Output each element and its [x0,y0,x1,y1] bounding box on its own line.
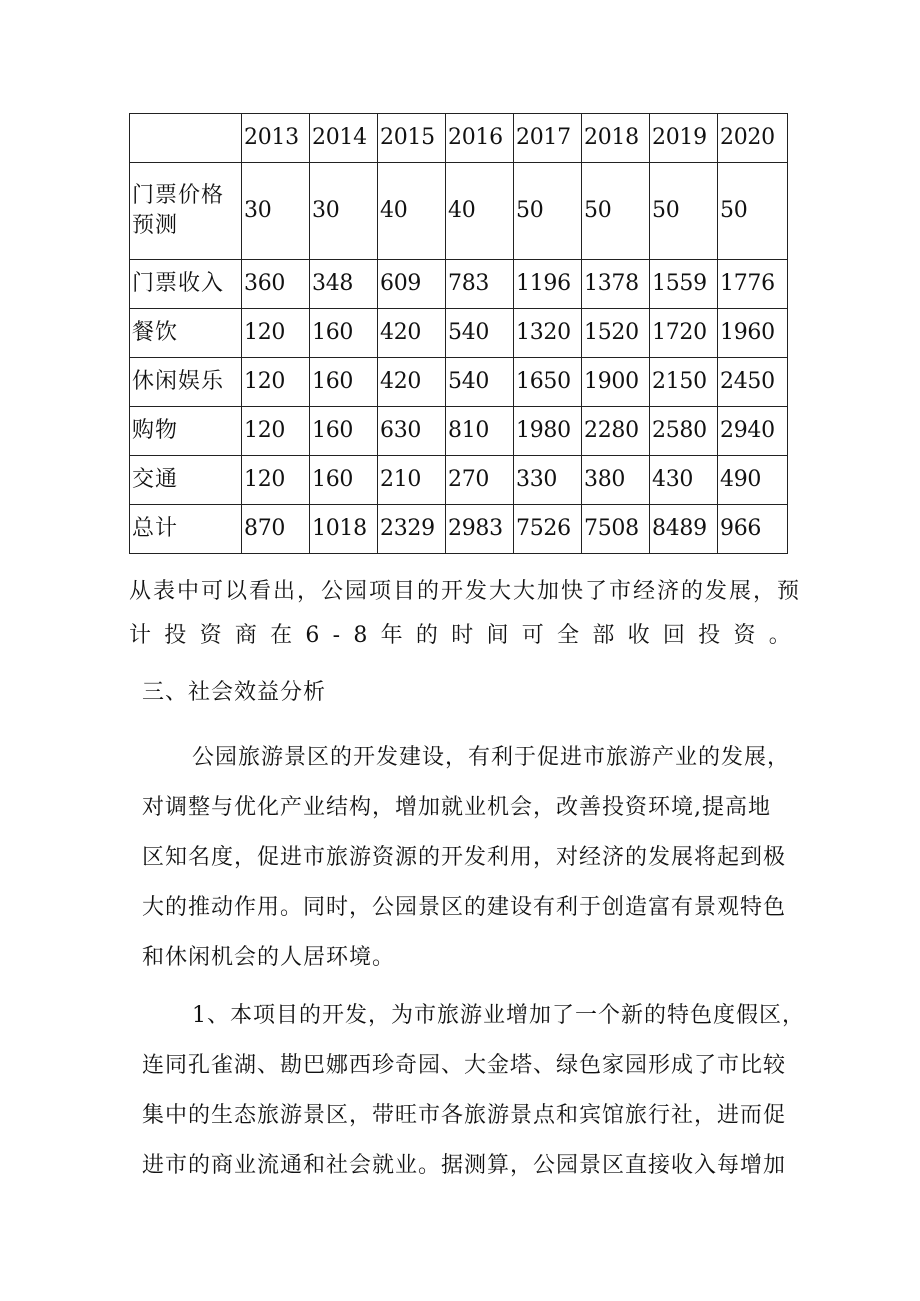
table-cell: 120 [242,456,310,505]
table-header-year: 2017 [514,114,582,163]
table-cell: 7526 [514,505,582,554]
table-cell: 160 [310,309,378,358]
row-label: 交通 [130,456,242,505]
table-header-year: 2015 [378,114,446,163]
paragraph-line: 和休闲机会的人居环境。 [142,945,396,970]
table-cell: 1900 [582,358,650,407]
justified-char: 投 [698,623,723,648]
table-cell: 420 [378,309,446,358]
table-cell: 1196 [514,260,582,309]
row-label: 总计 [130,505,242,554]
table-cell: 270 [446,456,514,505]
justified-char: 年 [380,623,405,648]
conclusion-line-justified [129,614,793,658]
table-cell: 2329 [378,505,446,554]
paragraph-line: 公园旅游景区的开发建设，有利于促进市旅游产业的发展， [192,745,791,770]
table-cell: 2450 [718,358,788,407]
table-cell: 1720 [650,309,718,358]
table-cell: 120 [242,309,310,358]
table-cell: 160 [310,407,378,456]
table-row [130,163,788,260]
justified-char: 6 [305,623,322,648]
table-cell: 50 [514,163,582,260]
paragraph-line: 进市的商业流通和社会就业。据测算，公园景区直接收入每增加 [142,1153,787,1178]
table-cell: 2983 [446,505,514,554]
paragraph-line: 大的推动作用。同时，公园景区的建设有利于创造富有景观特色 [142,895,787,920]
table-header-year: 2018 [582,114,650,163]
justified-char: 资 [199,623,224,648]
justified-char: 资 [733,623,758,648]
table-header-year: 2014 [310,114,378,163]
table-cell: 210 [378,456,446,505]
row-label: 门票收入 [130,260,242,309]
justified-char: 。 [768,623,793,648]
table-cell: 40 [378,163,446,260]
justified-char: 收 [627,623,652,648]
table-cell: 870 [242,505,310,554]
table-conclusion [129,570,802,658]
paragraph-line: 区知名度，促进市旅游资源的开发利用，对经济的发展将起到极 [142,845,787,870]
table-cell: 120 [242,407,310,456]
paragraph-project-development [142,991,805,1191]
table-cell: 1650 [514,358,582,407]
table-cell: 1520 [582,309,650,358]
table-row-total [130,505,788,554]
table-cell: 348 [310,260,378,309]
table-cell: 2940 [718,407,788,456]
table-cell: 1320 [514,309,582,358]
table-header-corner [130,114,242,163]
table-cell: 160 [310,456,378,505]
section-heading: 三、社会效益分析 [142,680,327,705]
table-cell: 50 [718,163,788,260]
justified-char: 可 [521,623,546,648]
table-cell: 420 [378,358,446,407]
table-cell: 330 [514,456,582,505]
table-header-year: 2013 [242,114,310,163]
justified-char: 商 [234,623,259,648]
table-cell: 1378 [582,260,650,309]
table-cell: 2150 [650,358,718,407]
table-cell: 7508 [582,505,650,554]
table-cell: 380 [582,456,650,505]
revenue-forecast-table [129,113,788,554]
table-cell: 1018 [310,505,378,554]
table-cell: 120 [242,358,310,407]
justified-char: 的 [415,623,440,648]
table-header-row [130,114,788,163]
justified-char: 8 [353,623,370,648]
table-cell: 30 [242,163,310,260]
table-cell: 490 [718,456,788,505]
table-cell: 360 [242,260,310,309]
table-cell: 40 [446,163,514,260]
paragraph-line: 1、本项目的开发，为市旅游业增加了一个新的特色度假区， [192,1003,805,1028]
table-header-year: 2019 [650,114,718,163]
paragraph-line: 连同孔雀湖、勘巴娜西珍奇园、大金塔、绿色家园形成了市比较 [142,1053,787,1078]
row-label: 购物 [130,407,242,456]
paragraph-line: 集中的生态旅游景区，带旺市各旅游景点和宾馆旅行社，进而促 [142,1103,787,1128]
table-header-year: 2020 [718,114,788,163]
table-cell: 8489 [650,505,718,554]
table-cell: 2280 [582,407,650,456]
table-row [130,260,788,309]
table-cell: 2580 [650,407,718,456]
table-row [130,309,788,358]
table-cell: 1559 [650,260,718,309]
table-header-year: 2016 [446,114,514,163]
justified-char: 时 [451,623,476,648]
justified-char: 在 [270,623,295,648]
table-cell: 609 [378,260,446,309]
table-cell: 1980 [514,407,582,456]
row-label: 休闲娱乐 [130,358,242,407]
row-label: 门票价格预测 [130,163,242,260]
table-row [130,358,788,407]
table-cell: 540 [446,309,514,358]
table-cell: 630 [378,407,446,456]
justified-char: 投 [164,623,189,648]
justified-char: - [332,623,343,648]
table-row [130,456,788,505]
justified-char: 间 [486,623,511,648]
table-cell: 430 [650,456,718,505]
table-row [130,407,788,456]
paragraph-social-benefit [142,733,798,983]
table-cell: 810 [446,407,514,456]
table-cell: 540 [446,358,514,407]
paragraph-line: 对调整与优化产业结构，增加就业机会，改善投资环境,提高地 [142,795,771,820]
table-cell: 1776 [718,260,788,309]
table-cell: 966 [718,505,788,554]
justified-char: 计 [129,623,154,648]
table-cell: 783 [446,260,514,309]
table-cell: 30 [310,163,378,260]
row-label: 餐饮 [130,309,242,358]
table-cell: 50 [582,163,650,260]
justified-char: 部 [592,623,617,648]
table-cell: 160 [310,358,378,407]
table-cell: 1960 [718,309,788,358]
conclusion-line: 从表中可以看出，公园项目的开发大大加快了市经济的发展，预 [129,579,802,604]
justified-char: 全 [557,623,582,648]
justified-char: 回 [662,623,687,648]
table-cell: 50 [650,163,718,260]
